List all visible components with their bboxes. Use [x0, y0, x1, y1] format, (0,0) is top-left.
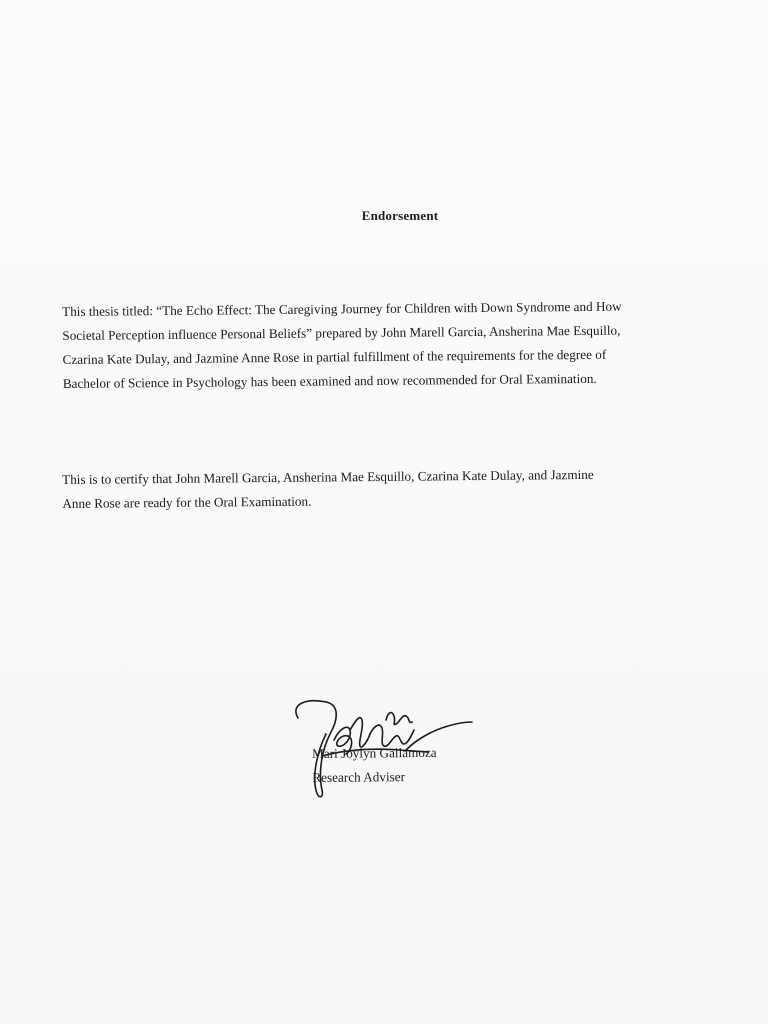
paragraph-line: Czarina Kate Dulay, and Jazmine Anne Rose in partial fulfillment of the requirements for the degree of — [62, 346, 607, 367]
thesis-paragraph — [62, 294, 723, 396]
paragraph-line: This thesis titled: “The Echo Effect: The Caregiving Journey for Children with Down Syndrome and How — [62, 298, 622, 319]
certification-paragraph — [62, 462, 722, 516]
paragraph-line: Bachelor of Science in Psychology has been examined and now recommended for Oral Examination. — [62, 370, 597, 391]
paragraph-line: This is to certify that John Marell Garcia, Ansherina Mae Esquillo, Czarina Kate Dulay, and Jazmine — [62, 466, 594, 487]
signatory-name: Mari Joylyn Gallamoza — [312, 744, 437, 761]
paragraph-line: Societal Perception influence Personal Beliefs” prepared by John Marell Garcia, Ansherina Mae Esquillo, — [62, 322, 621, 343]
paragraph-line: Anne Rose are ready for the Oral Examination. — [62, 493, 312, 511]
endorsement-heading: Endorsement — [361, 208, 439, 223]
handwritten-signature — [288, 690, 478, 802]
signatory-title: Research Adviser — [312, 769, 406, 785]
